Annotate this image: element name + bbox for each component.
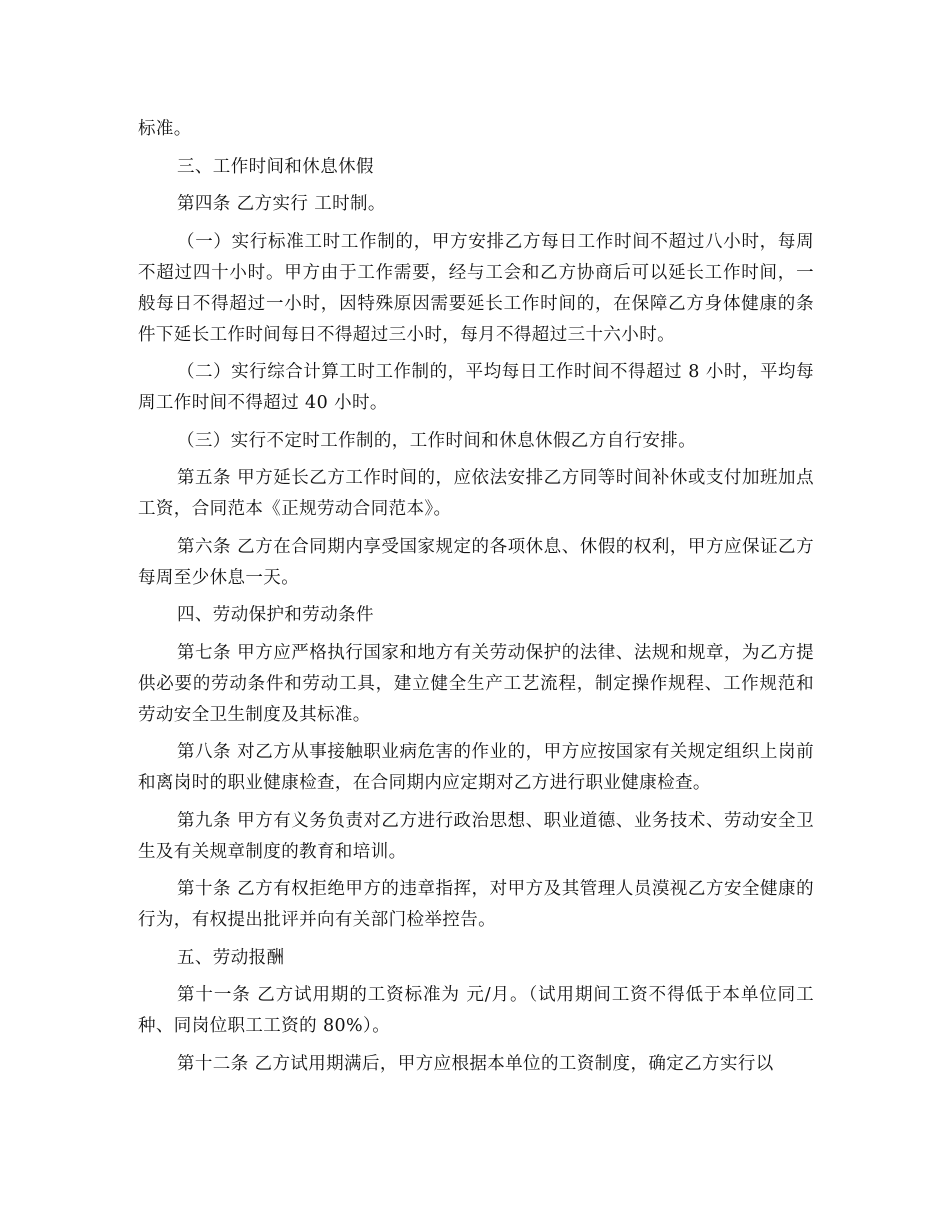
section-heading-labor-protection: 四、劳动保护和劳动条件	[177, 605, 374, 625]
article-4-item-3: （三）实行不定时工作制的，工作时间和休息休假乙方自行安排。	[177, 430, 697, 451]
article-6: 第六条 乙方在合同期内享受国家规定的各项休息、休假的权利，甲方应保证乙方每周至少休息一天。	[138, 536, 814, 588]
paragraph-continuation: 标准。	[138, 119, 192, 139]
article-9: 第九条 甲方有义务负责对乙方进行政治思想、职业道德、业务技术、劳动安全卫生及有关规章制度的教育和培训。	[138, 810, 814, 862]
article-10: 第十条 乙方有权拒绝甲方的违章指挥，对甲方及其管理人员漠视乙方安全健康的行为，有权提出批评并向有关部门检举控告。	[138, 879, 814, 930]
article-8: 第八条 对乙方从事接触职业病危害的作业的，甲方应按国家有关规定组织上岗前和离岗时的职业健康检查，在合同期内应定期对乙方进行职业健康检查。	[138, 742, 814, 793]
article-12: 第十二条 乙方试用期满后，甲方应根据本单位的工资制度，确定乙方实行以	[177, 1053, 774, 1074]
document-body	[138, 114, 814, 1086]
section-heading-remuneration: 五、劳动报酬	[177, 947, 285, 968]
section-heading-working-hours: 三、工作时间和休息休假	[177, 156, 374, 177]
article-4-item-2: （二）实行综合计算工时工作制的，平均每日工作时间不得超过 8 小时，平均每周工作时间不得超过 40 小时。	[138, 362, 814, 413]
article-4: 第四条 乙方实行 工时制。	[177, 194, 386, 214]
article-11: 第十一条 乙方试用期的工资标准为 元/月。（试用期间工资不得低于本单位同工种、同岗位职工工资的 80%）。	[138, 985, 814, 1036]
article-7: 第七条 甲方应严格执行国家和地方有关劳动保护的法律、法规和规章，为乙方提供必要的劳动条件和劳动工具，建立健全生产工艺流程，制定操作规程、工作规范和劳动安全卫生制度及其标准。	[138, 642, 814, 725]
article-5: 第五条 甲方延长乙方工作时间的，应依法安排乙方同等时间补休或支付加班加点工资，合同范本《正规劳动合同范本》。	[138, 468, 814, 519]
article-4-item-1: （一）实行标准工时工作制的，甲方安排乙方每日工作时间不超过八小时，每周不超过四十小时。甲方由于工作需要，经与工会和乙方协商后可以延长工作时间，一般每日不得超过一小时，因特殊原因需要延长工作时间的，在保障乙方身体健康的条件下延长工作时间每日不得超过三小时，每月不得超过三十六小时。	[138, 231, 814, 345]
